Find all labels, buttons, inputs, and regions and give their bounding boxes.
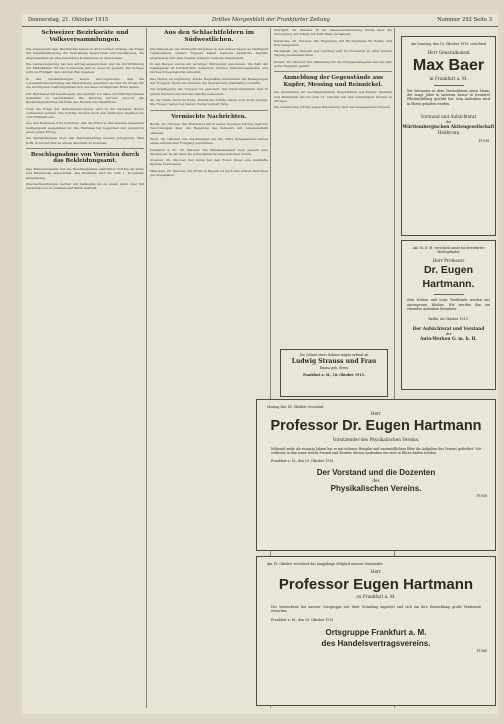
- news-item: Wien, 20. Oktober. Die Zeichnungen auf die dritte Kriegsanleihe haben einen erfreulichen Fortgang genommen.: [150, 136, 268, 146]
- article-paragraph: An der Küste herrscht Ruhe. Feindliche Schiffe haben sich nicht gezeigt. Die Flieger waren bei klarem Wetter lebhaft tätig.: [150, 97, 268, 107]
- obituary-signature: Württembergischen Aktiengesellschaft: [402, 124, 495, 130]
- article-paragraph: Die Anmeldung der beschlagnahmten Gegenstände aus Kupfer, Messing und Reinnickel hat bis zum 31. Oktober bei den zuständigen Stellen zu erfolgen.: [274, 90, 392, 103]
- obituary-signature: des: [372, 477, 380, 483]
- article-headline: Schweizer Bezirksräte und Volksversammlungen.: [41, 30, 129, 43]
- article-paragraph: Die schweizerischen Bezirksräte haben in ihrer letzten Sitzung die Frage der Vereinheitlichung der Verwaltung besprochen und beschlossen, die Angelegenheit an eine besondere Kommission zu überweisen.: [26, 47, 144, 60]
- birth-place-date: Frankfurt a. M., 18. Oktober 1915.: [303, 372, 365, 377]
- obituary-name: Professor Dr. Eugen Hartmann: [270, 418, 482, 434]
- birth-maiden-name: Emma geb. Stern: [319, 366, 349, 371]
- article-subheadline: Beschlagnahme von Vorräten durch das Bekleidungsamt.: [30, 151, 140, 165]
- obituary-place-date: Frankfurt a. M., den 19. Oktober 1915.: [271, 459, 335, 464]
- obituary-signature: der: [445, 331, 452, 336]
- birth-intro: Die Geburt eines Sohnes zeigen erfreut an: [299, 353, 369, 357]
- article-subheadline: Anmeldung der Gegenstände aus Kupfer, Messing und Reinnickel.: [282, 75, 384, 88]
- ad-code: F1938: [478, 139, 489, 144]
- divider: [434, 85, 464, 86]
- divider: [274, 71, 392, 72]
- article-paragraph: In den Versammlungen wurde hervorgehoben, daß die Lebensmittelversorgung der Bevölkerung gesichert sei und die Preise für die wichtigsten Nahrungsmittel sich auf einer erträglichen Höhe halten.: [26, 76, 144, 90]
- divider: [26, 148, 144, 149]
- obituary-signature: Heilbronn: [437, 129, 460, 135]
- ad-code: F1940: [476, 648, 487, 653]
- obituary-body: Der Verstorbene hat unserer Ortsgruppe seit ihrer Gründung angehört und sich um ihre Entwicklung große Verdienste erworben.: [271, 604, 481, 613]
- article-paragraph: Der Bundesrat hat beschlossen, die Ausfuhr von Käse und Milchprodukten weiterhin zu beschränken. Die Kantone werden ersucht, die Bestandesaufnahme bis Ende des Monats durchzuführen.: [26, 91, 144, 105]
- divider: [150, 110, 268, 111]
- article-paragraph: Aus den Kantonen wird berichtet, daß die Ernte in den meisten Gegenden befriedigend ausgefallen ist. Die Weinlese hat begonnen und verspricht einen guten Ertrag.: [26, 121, 144, 135]
- obituary-intro: Am 18. Oktober verschied das langjährige Mitglied unseres Vorstandes: [267, 562, 383, 566]
- article-headline: Aus den Schlachtfeldern im Südwestlichen.: [163, 30, 255, 43]
- article-paragraph: In den Bergen wurde ein wichtiger Stützpunkt genommen. Die Zahl der Gefangenen ist beträchtlich; außerdem wurden Maschinengewehre und reiches Kriegsmaterial erbeutet.: [150, 61, 268, 75]
- obituary-title: Herr: [370, 411, 382, 417]
- article-paragraph: Die Ablieferung erfolgt gegen Barzahlung nach den festgesetzten Preisen.: [274, 105, 391, 110]
- obituary-body: Sein Wirken und seine Verdienste werden uns unvergessen bleiben. Wir werden ihm ein ehrendes Andenken bewahren.: [407, 298, 490, 312]
- newspaper-page: [22, 14, 498, 714]
- news-item: Frankfurt a. M., 20. Oktober. Die Handelskammer hielt gestern eine Sitzung ab, in der über die wirtschaftliche Lage berichtet wurde.: [150, 147, 268, 156]
- article-subheadline: Vermischte Nachrichten.: [171, 113, 247, 120]
- obituary-name: Dr. Eugen Hartmann.: [422, 264, 475, 291]
- news-item: Kassel, 20. Oktober. Die Sammlung für die Kriegsgefangenen hat ein sehr gutes Ergebnis gehabt.: [274, 59, 392, 69]
- obituary-signature: Ortsgruppe Frankfurt a. M.: [325, 627, 427, 637]
- obituary-title: Herr: [370, 569, 382, 575]
- column-1: [26, 28, 144, 192]
- obituary-title: Herr Professor: [432, 257, 465, 263]
- obituary-intro: Am 18. d. M. verschied unser hochverehrter Mitbegründer: [412, 246, 485, 255]
- obituary-signature: Physikalischen Vereins.: [330, 484, 422, 494]
- obituary-name: Max Baer: [412, 57, 485, 74]
- article-paragraph: Über die Frage der Getreideversorgung wird in der nächsten Woche verhandelt werden. Die Vorräte reichen nach den amtlichen Angaben bis zum Frühjahr aus.: [26, 106, 144, 120]
- divider: [434, 294, 464, 295]
- birth-notice: [280, 349, 388, 397]
- obituary-intro: Montag den 18. Oktober verschied: [267, 405, 324, 409]
- news-item: München, 20. Oktober. Die Ernte in Bayern ist nach den letzten Berichten gut ausgefallen.: [150, 168, 268, 178]
- obituary-place: in Frankfurt a. M.: [429, 76, 468, 81]
- obituary-name: Professor Eugen Hartmann: [278, 576, 474, 593]
- news-item: Stuttgart, 20. Oktober. In der Landesversammlung wurde über die Versorgung der Städte mit Kartoffeln verhandelt.: [274, 28, 392, 37]
- obituary-signature: des Handelsvertragsvereins.: [321, 638, 431, 648]
- article-paragraph: Die Landesregierung hat den Antrag angenommen und die Durchführung der Maßnahmen für das kommende Jahr in Aussicht gestellt. Die Vorlage wird im Frühjahr dem Großen Rat zugehen.: [26, 61, 144, 75]
- obituary-place-date: Frankfurt a. M., den 20. Oktober 1915.: [271, 618, 335, 623]
- page-header: [22, 14, 498, 27]
- news-item: Dresden, 20. Oktober. Der König hat dem Roten Kreuz eine namhafte Spende überwiesen.: [150, 158, 268, 167]
- obituary-max-baer: [401, 36, 496, 236]
- obituary-hartmann-trade-association: [256, 556, 496, 706]
- obituary-hartmann-physical-society: [256, 399, 496, 551]
- article-paragraph: Zuwiderhandlungen werden mit Gefängnis bis zu einem Jahre oder mit Geldstrafe bis zu zehntausend Mark bestraft.: [26, 181, 144, 191]
- obituary-signature: Der Vorstand und die Dozenten: [316, 467, 436, 477]
- obituary-place: zu Frankfurt a. M.: [356, 594, 396, 599]
- news-item: Berlin, 20. Oktober. Der Bundesrat hat in seiner heutigen Sitzung mehrere Verordnungen über die Regelung des Verkehrs mit Lebensmitteln erlassen.: [150, 122, 268, 135]
- ad-code: F1938: [476, 494, 487, 499]
- obituary-signature: Vorstand und Aufsichtsrat: [420, 114, 477, 120]
- obituary-role: Vorsitzender des Physikalischen Vereins.: [332, 437, 420, 442]
- article-paragraph: Das Wetter ist ungünstig; starke Regenfälle erschweren die Bewegungen der Truppen. Dennoch schreiten die Operationen planmäßig vorwärts.: [150, 76, 268, 86]
- header-page-number: Nummer 292 Seite 3: [437, 17, 492, 23]
- header-date: Donnerstag, 21. Oktober 1915: [28, 17, 109, 23]
- obituary-signature: Auto-Werken G. m. b. H.: [420, 336, 477, 342]
- column-rule: [146, 28, 147, 708]
- article-paragraph: Die Verpflegung der Truppen ist gesichert. Die Nachschublinien sind in gutem Zustand und werden ständig verbessert.: [150, 87, 268, 96]
- obituary-place-date: Berlin, im Oktober 1915.: [428, 316, 469, 321]
- obituary-intro: Am Sonntag, den 19. Oktober 1915, verschied: [411, 42, 486, 46]
- news-item: Karlsruhe, 20. Oktober. Die Regierung hat Höchstpreise für Butter und Eier festgesetzt.: [274, 38, 392, 47]
- column-2: [150, 28, 268, 179]
- article-paragraph: Das Bekleidungsamt hat die Beschlagnahme sämtlicher Vorräte an Wolle und Baumwolle angeordnet. Die Bestände sind bis zum 1. November anzumelden.: [26, 166, 144, 180]
- news-item: Darmstadt, 20. Oktober. Der Landtag wird im November zu einer kurzen Tagung zusammentreten.: [274, 49, 392, 58]
- article-paragraph: Die Kämpfe an der Südwestfront haben in den letzten Tagen an Heftigkeit zugenommen. Unsere Truppen haben mehrere feindliche Angriffe abgewiesen und dem Gegner schwere Verluste beigebracht.: [150, 47, 268, 60]
- obituary-title: Herr Generalkonsul: [427, 50, 470, 56]
- birth-names: Ludwig Strauss und Frau: [291, 358, 377, 366]
- obituary-hartmann-auto: [401, 240, 496, 390]
- obituary-signature: Der Aufsichtsrat und Vorstand: [412, 326, 485, 332]
- article-paragraph: Die Verhandlungen über den Handelsvertrag werden fortgesetzt. Man hofft, in kurzer Zeit zu einem Abschluß zu kommen.: [26, 136, 144, 145]
- header-masthead: Drittes Morgenblatt der Frankfurter Zeitung: [212, 17, 331, 23]
- obituary-signature: der: [445, 119, 452, 124]
- obituary-body: Während mehr als zwanzig Jahren hat er mit seltener Hingabe und unermüdlichem Eifer die Aufgaben des Vereins gefördert. Wir verlieren in ihm einen treuen Freund und Berater, dessen Andenken wir stets in Ehren halten werden.: [271, 446, 481, 455]
- obituary-body: Wir betrauern in dem Verstorbenen einen Mann, der lange Jahre in unserem Kreise in treuester Pflichterfüllung gewirkt hat. Sein Andenken wird in Ehren gehalten werden.: [407, 88, 490, 106]
